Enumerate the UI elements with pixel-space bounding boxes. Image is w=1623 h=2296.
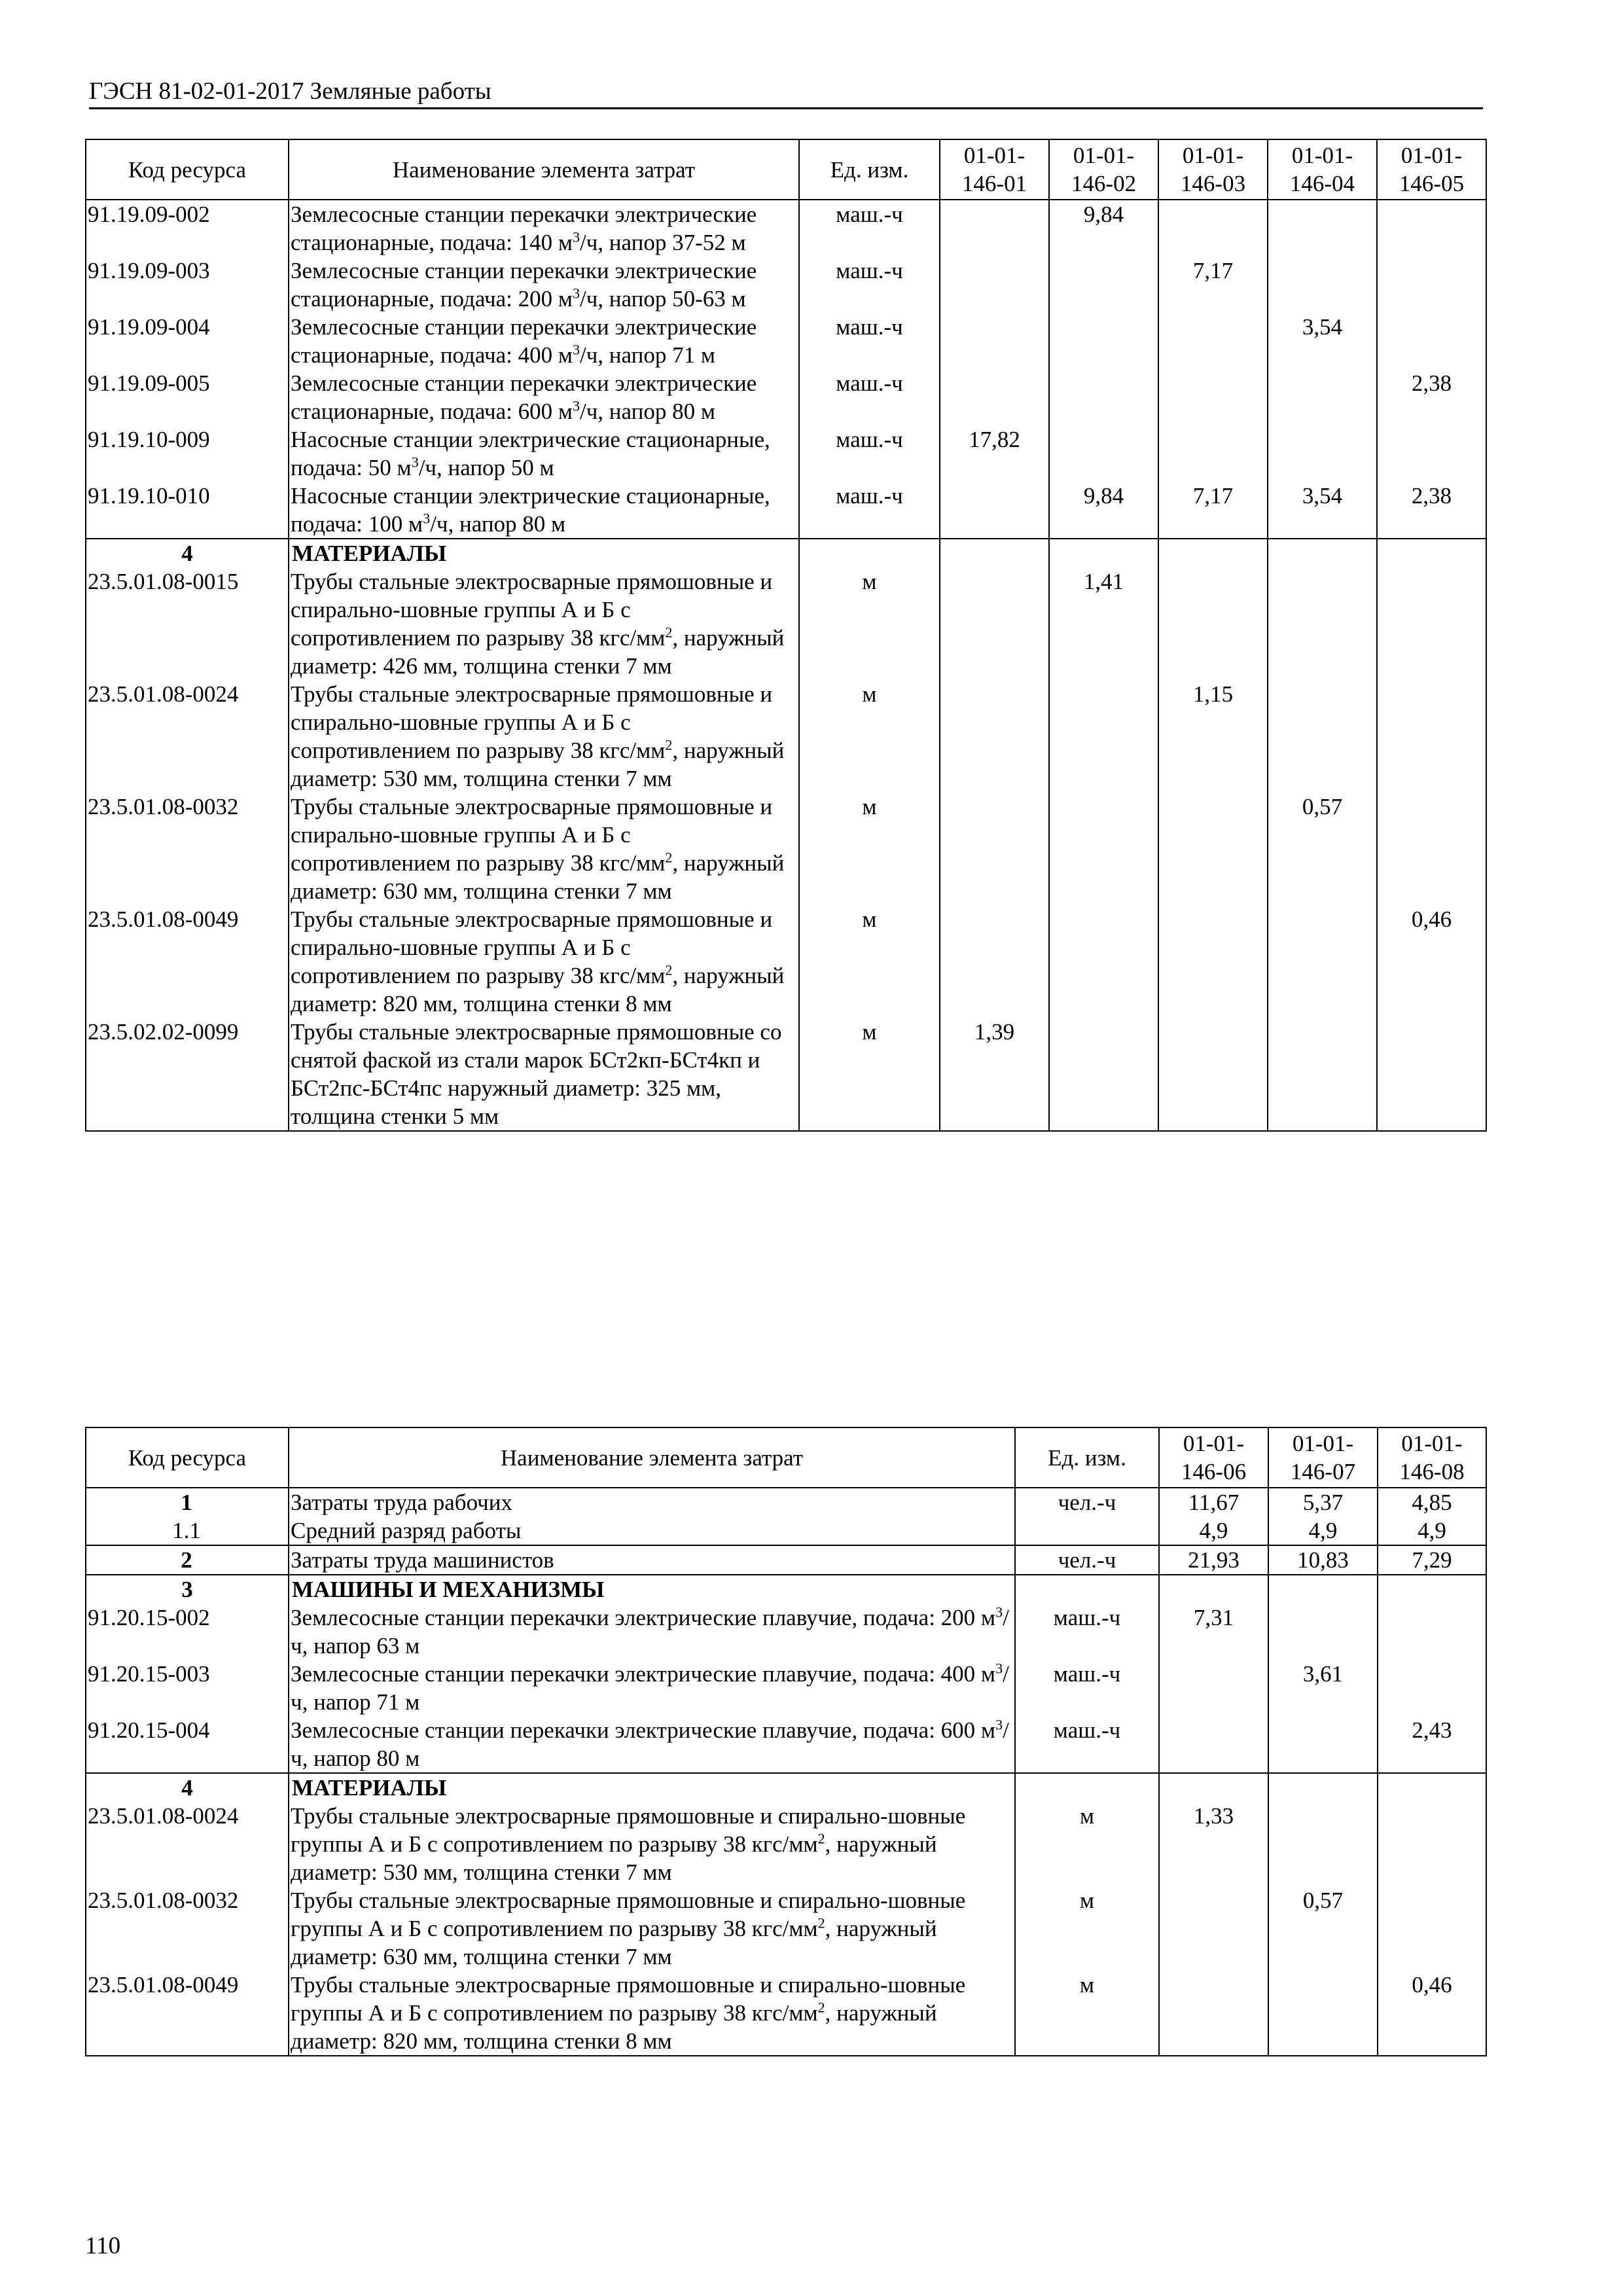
unit-cell: маш.-ч xyxy=(799,257,940,313)
table-row xyxy=(86,200,1486,257)
resource-name-text: /ч, напор 37-52 м xyxy=(579,230,746,255)
resource-name xyxy=(289,1802,1015,1886)
empty-cell xyxy=(1377,539,1486,567)
unit-exponent: 3 xyxy=(411,454,419,471)
unit-cell: м xyxy=(799,793,940,905)
table-row xyxy=(86,1660,1486,1716)
empty-cell xyxy=(1049,539,1158,567)
value-cell xyxy=(1049,369,1158,425)
value-cell xyxy=(940,482,1049,539)
header-col-2: 01-01- 146-07 xyxy=(1268,1427,1378,1488)
resource-name-text: , наружный диаметр: 630 мм, толщина стенки 7 мм xyxy=(291,850,785,904)
value-cell: 7,17 xyxy=(1158,257,1268,313)
value-cell xyxy=(1268,905,1377,1018)
resource-name-text: Затраты труда машинистов xyxy=(291,1547,554,1573)
value-cell: 10,83 xyxy=(1268,1545,1378,1575)
unit-exponent: 3 xyxy=(995,1604,1003,1621)
value-cell xyxy=(1158,905,1268,1018)
empty-cell xyxy=(940,539,1049,567)
resource-name xyxy=(289,257,799,313)
unit-exponent: 3 xyxy=(572,228,580,245)
page-header-title: ГЭСН 81-02-01-2017 Земляные работы xyxy=(89,78,491,105)
unit-exponent: 3 xyxy=(423,510,431,527)
resource-name xyxy=(289,1018,799,1131)
unit-cell: м xyxy=(799,905,940,1018)
value-cell xyxy=(1158,369,1268,425)
value-cell xyxy=(1268,1716,1378,1773)
table-row xyxy=(86,313,1486,369)
table-1-header-row xyxy=(86,139,1486,200)
empty-cell xyxy=(1159,1773,1268,1802)
header-unit: Ед. изм. xyxy=(1015,1427,1159,1488)
value-cell xyxy=(1378,1802,1486,1886)
value-cell: 9,84 xyxy=(1049,200,1158,257)
unit-exponent: 2 xyxy=(665,736,673,753)
resource-name xyxy=(289,1488,1015,1516)
value-cell xyxy=(1378,1604,1486,1660)
resource-code: 91.19.10-009 xyxy=(86,425,289,482)
value-cell: 4,9 xyxy=(1159,1516,1268,1545)
unit-cell: чел.-ч xyxy=(1015,1488,1159,1516)
value-cell: 0,57 xyxy=(1268,1886,1378,1971)
unit-exponent: 2 xyxy=(665,961,673,978)
value-cell xyxy=(1049,1018,1158,1131)
resource-name-text: , наружный диаметр: 820 мм, толщина стенки 8 мм xyxy=(291,2000,937,2054)
page-header xyxy=(89,76,1483,109)
value-cell xyxy=(1049,905,1158,1018)
unit-exponent: 2 xyxy=(817,1830,825,1847)
value-cell xyxy=(940,369,1049,425)
value-cell xyxy=(1377,1018,1486,1131)
group-header-row xyxy=(86,539,1486,567)
unit-cell: маш.-ч xyxy=(799,369,940,425)
empty-cell xyxy=(1268,1773,1378,1802)
value-cell: 9,84 xyxy=(1049,482,1158,539)
resource-name xyxy=(289,905,799,1018)
unit-cell: маш.-ч xyxy=(799,200,940,257)
resource-name-text: Землесосные станции перекачки электрические плавучие, подача: 600 м xyxy=(291,1717,996,1743)
empty-cell xyxy=(1015,1575,1159,1604)
value-cell xyxy=(1159,1886,1268,1971)
resource-code: 91.20.15-003 xyxy=(86,1660,289,1716)
value-cell xyxy=(1049,425,1158,482)
resource-name-text: /ч, напор 80 м xyxy=(430,511,566,537)
value-cell xyxy=(940,257,1049,313)
value-cell xyxy=(1049,680,1158,793)
resource-code: 91.20.15-002 xyxy=(86,1604,289,1660)
unit-exponent: 3 xyxy=(995,1660,1003,1677)
value-cell xyxy=(1377,200,1486,257)
resource-name-text: Трубы стальные электросварные прямошовные и спирально-шовные группы А и Б с сопротивлением по разрыву 38 кгс/мм xyxy=(291,794,773,876)
unit-cell: м xyxy=(1015,1886,1159,1971)
group-title: МАШИНЫ И МЕХАНИЗМЫ xyxy=(289,1575,1015,1604)
table-row xyxy=(86,1516,1486,1545)
value-cell xyxy=(1049,257,1158,313)
unit-cell: маш.-ч xyxy=(799,313,940,369)
value-cell xyxy=(1268,567,1377,680)
resource-code: 23.5.01.08-0032 xyxy=(86,793,289,905)
resource-name xyxy=(289,425,799,482)
value-cell: 1,41 xyxy=(1049,567,1158,680)
empty-cell xyxy=(1268,539,1377,567)
table-row xyxy=(86,905,1486,1018)
resource-code: 91.20.15-004 xyxy=(86,1716,289,1773)
value-cell: 0,57 xyxy=(1268,793,1377,905)
resource-code: 23.5.01.08-0032 xyxy=(86,1886,289,1971)
resource-name-text: Землесосные станции перекачки электрические стационарные, подача: 400 м xyxy=(291,314,757,368)
resource-code: 23.5.01.08-0024 xyxy=(86,1802,289,1886)
resource-name-text: /ч, напор 63 м xyxy=(291,1605,1009,1659)
resource-code: 1.1 xyxy=(86,1516,289,1545)
header-col-5: 01-01- 146-05 xyxy=(1377,139,1486,200)
header-col-1: 01-01- 146-06 xyxy=(1159,1427,1268,1488)
value-cell xyxy=(1159,1971,1268,2056)
resource-code: 1 xyxy=(86,1488,289,1516)
value-cell xyxy=(1377,567,1486,680)
resource-table-2 xyxy=(85,1427,1487,2056)
group-title: МАТЕРИАЛЫ xyxy=(289,539,799,567)
value-cell xyxy=(1378,1660,1486,1716)
table-row xyxy=(86,1545,1486,1575)
unit-cell: маш.-ч xyxy=(1015,1716,1159,1773)
resource-name-text: Затраты труда рабочих xyxy=(291,1490,512,1515)
value-cell: 2,43 xyxy=(1378,1716,1486,1773)
unit-exponent: 2 xyxy=(665,624,673,641)
value-cell xyxy=(1268,369,1377,425)
group-number: 4 xyxy=(86,1773,289,1802)
table-row xyxy=(86,1886,1486,1971)
value-cell xyxy=(940,793,1049,905)
unit-cell: м xyxy=(1015,1802,1159,1886)
value-cell: 4,9 xyxy=(1378,1516,1486,1545)
value-cell xyxy=(1049,793,1158,905)
table-row xyxy=(86,1488,1486,1516)
resource-code: 2 xyxy=(86,1545,289,1575)
unit-exponent: 3 xyxy=(572,341,580,358)
group-title: МАТЕРИАЛЫ xyxy=(289,1773,1015,1802)
header-col-3: 01-01- 146-03 xyxy=(1158,139,1268,200)
resource-name xyxy=(289,1660,1015,1716)
table-row xyxy=(86,425,1486,482)
value-cell xyxy=(1268,200,1377,257)
empty-cell xyxy=(1015,1773,1159,1802)
table-1-body xyxy=(86,200,1486,1131)
unit-cell xyxy=(1015,1516,1159,1545)
value-cell: 4,85 xyxy=(1378,1488,1486,1516)
header-code: Код ресурса xyxy=(86,1427,289,1488)
unit-exponent: 2 xyxy=(817,1999,825,2016)
value-cell xyxy=(1378,1886,1486,1971)
value-cell: 2,38 xyxy=(1377,369,1486,425)
value-cell xyxy=(1268,1604,1378,1660)
value-cell xyxy=(1268,1802,1378,1886)
resource-name-text: Трубы стальные электросварные прямошовные со снятой фаской из стали марок БСт2кп-БСт4кп и БСт2пс-БСт4пс наружный диаметр: 325 мм, толщина стенки 5 мм xyxy=(291,1019,782,1129)
header-col-2: 01-01- 146-02 xyxy=(1049,139,1158,200)
resource-name-text: , наружный диаметр: 820 мм, толщина стенки 8 мм xyxy=(291,963,785,1016)
resource-name-text: , наружный диаметр: 426 мм, толщина стенки 7 мм xyxy=(291,625,785,679)
value-cell xyxy=(1268,1018,1377,1131)
value-cell: 4,9 xyxy=(1268,1516,1378,1545)
table-row xyxy=(86,1802,1486,1886)
group-header-row xyxy=(86,1773,1486,1802)
value-cell: 7,29 xyxy=(1378,1545,1486,1575)
value-cell: 5,37 xyxy=(1268,1488,1378,1516)
resource-name xyxy=(289,1604,1015,1660)
resource-name-text: Землесосные станции перекачки электрические стационарные, подача: 600 м xyxy=(291,370,757,424)
resource-name xyxy=(289,680,799,793)
unit-cell: маш.-ч xyxy=(799,425,940,482)
value-cell: 1,33 xyxy=(1159,1802,1268,1886)
value-cell xyxy=(940,200,1049,257)
value-cell xyxy=(940,680,1049,793)
resource-code: 91.19.09-003 xyxy=(86,257,289,313)
table-row xyxy=(86,680,1486,793)
header-col-3: 01-01- 146-08 xyxy=(1378,1427,1486,1488)
resource-name xyxy=(289,313,799,369)
resource-name xyxy=(289,1545,1015,1575)
resource-name xyxy=(289,1716,1015,1773)
value-cell: 7,17 xyxy=(1158,482,1268,539)
resource-name xyxy=(289,1886,1015,1971)
resource-code: 91.19.09-005 xyxy=(86,369,289,425)
resource-code: 23.5.01.08-0049 xyxy=(86,1971,289,2056)
value-cell: 2,38 xyxy=(1377,482,1486,539)
unit-cell: маш.-ч xyxy=(799,482,940,539)
resource-name-text: /ч, напор 80 м xyxy=(291,1717,1009,1771)
value-cell: 7,31 xyxy=(1159,1604,1268,1660)
resource-code: 23.5.01.08-0049 xyxy=(86,905,289,1018)
empty-cell xyxy=(1159,1575,1268,1604)
resource-code: 23.5.01.08-0024 xyxy=(86,680,289,793)
value-cell xyxy=(1377,257,1486,313)
unit-cell: м xyxy=(799,1018,940,1131)
resource-name xyxy=(289,1516,1015,1545)
header-col-1: 01-01- 146-01 xyxy=(940,139,1049,200)
value-cell xyxy=(1158,200,1268,257)
value-cell: 0,46 xyxy=(1378,1971,1486,2056)
unit-exponent: 2 xyxy=(817,1914,825,1931)
value-cell xyxy=(940,567,1049,680)
header-name: Наименование элемента затрат xyxy=(289,139,799,200)
value-cell xyxy=(1268,680,1377,793)
value-cell xyxy=(1268,1971,1378,2056)
unit-exponent: 3 xyxy=(572,397,580,414)
empty-cell xyxy=(1378,1575,1486,1604)
unit-exponent: 2 xyxy=(665,849,673,866)
resource-name xyxy=(289,200,799,257)
resource-code: 91.19.09-002 xyxy=(86,200,289,257)
value-cell xyxy=(940,905,1049,1018)
unit-exponent: 3 xyxy=(572,285,580,302)
value-cell xyxy=(940,313,1049,369)
value-cell xyxy=(1158,1018,1268,1131)
value-cell: 3,54 xyxy=(1268,482,1377,539)
value-cell: 1,15 xyxy=(1158,680,1268,793)
resource-name-text: /ч, напор 50-63 м xyxy=(579,286,746,312)
table-row xyxy=(86,1716,1486,1773)
resource-table-1 xyxy=(85,139,1487,1132)
value-cell xyxy=(1158,313,1268,369)
header-name: Наименование элемента затрат xyxy=(289,1427,1015,1488)
value-cell xyxy=(1377,313,1486,369)
resource-name-text: Трубы стальные электросварные прямошовные и спирально-шовные группы А и Б с сопротивлением по разрыву 38 кгс/мм xyxy=(291,1803,966,1857)
resource-name-text: , наружный диаметр: 530 мм, толщина стенки 7 мм xyxy=(291,738,785,791)
resource-name-text: Трубы стальные электросварные прямошовные и спирально-шовные группы А и Б с сопротивлением по разрыву 38 кгс/мм xyxy=(291,1888,966,1941)
empty-cell xyxy=(1268,1575,1378,1604)
unit-cell: м xyxy=(1015,1971,1159,2056)
value-cell: 11,67 xyxy=(1159,1488,1268,1516)
unit-cell: маш.-ч xyxy=(1015,1604,1159,1660)
resource-name-text: Насосные станции электрические стационарные, подача: 100 м xyxy=(291,483,770,537)
table-row xyxy=(86,567,1486,680)
resource-name-text: , наружный диаметр: 530 мм, толщина стенки 7 мм xyxy=(291,1831,937,1885)
group-number: 3 xyxy=(86,1575,289,1604)
resource-name-text: Средний разряд работы xyxy=(291,1518,522,1543)
resource-name-text: /ч, напор 71 м xyxy=(291,1661,1009,1715)
value-cell xyxy=(1268,425,1377,482)
resource-name-text: Землесосные станции перекачки электрические плавучие, подача: 400 м xyxy=(291,1661,996,1687)
value-cell xyxy=(1159,1716,1268,1773)
header-code: Код ресурса xyxy=(86,139,289,200)
unit-cell: чел.-ч xyxy=(1015,1545,1159,1575)
unit-cell: м xyxy=(799,680,940,793)
value-cell: 0,46 xyxy=(1377,905,1486,1018)
resource-name-text: /ч, напор 71 м xyxy=(579,342,715,368)
value-cell xyxy=(1158,425,1268,482)
resource-name xyxy=(289,793,799,905)
value-cell xyxy=(1049,313,1158,369)
unit-exponent: 3 xyxy=(995,1716,1003,1733)
resource-code: 91.19.09-004 xyxy=(86,313,289,369)
table-row xyxy=(86,1971,1486,2056)
value-cell xyxy=(1268,257,1377,313)
table-2-header-row xyxy=(86,1427,1486,1488)
unit-cell: маш.-ч xyxy=(1015,1660,1159,1716)
value-cell: 1,39 xyxy=(940,1018,1049,1131)
value-cell: 3,61 xyxy=(1268,1660,1378,1716)
resource-name-text: /ч, напор 80 м xyxy=(579,399,715,424)
header-col-4: 01-01- 146-04 xyxy=(1268,139,1377,200)
resource-name-text: Землесосные станции перекачки электрические стационарные, подача: 200 м xyxy=(291,258,757,312)
resource-name-text: Трубы стальные электросварные прямошовные и спирально-шовные группы А и Б с сопротивлением по разрыву 38 кгс/мм xyxy=(291,569,773,651)
resource-name-text: /ч, напор 50 м xyxy=(418,455,554,480)
value-cell xyxy=(1377,425,1486,482)
resource-code: 23.5.01.08-0015 xyxy=(86,567,289,680)
group-header-row xyxy=(86,1575,1486,1604)
resource-name xyxy=(289,567,799,680)
resource-name-text: Трубы стальные электросварные прямошовные и спирально-шовные группы А и Б с сопротивлением по разрыву 38 кгс/мм xyxy=(291,681,773,763)
resource-name xyxy=(289,482,799,539)
value-cell: 3,54 xyxy=(1268,313,1377,369)
resource-name-text: Землесосные станции перекачки электрические стационарные, подача: 140 м xyxy=(291,202,757,255)
table-row xyxy=(86,793,1486,905)
resource-code: 23.5.02.02-0099 xyxy=(86,1018,289,1131)
table-row xyxy=(86,369,1486,425)
value-cell xyxy=(1158,567,1268,680)
resource-name-text: , наружный диаметр: 630 мм, толщина стенки 7 мм xyxy=(291,1916,937,1969)
value-cell: 21,93 xyxy=(1159,1545,1268,1575)
resource-name-text: Трубы стальные электросварные прямошовные и спирально-шовные группы А и Б с сопротивлением по разрыву 38 кгс/мм xyxy=(291,906,773,988)
value-cell xyxy=(1377,793,1486,905)
value-cell xyxy=(1159,1660,1268,1716)
value-cell xyxy=(1377,680,1486,793)
page-number: 110 xyxy=(85,2233,121,2259)
table-row xyxy=(86,1018,1486,1131)
resource-name-text: Землесосные станции перекачки электрические плавучие, подача: 200 м xyxy=(291,1605,996,1630)
table-row xyxy=(86,1604,1486,1660)
empty-cell xyxy=(1378,1773,1486,1802)
resource-name-text: Трубы стальные электросварные прямошовные и спирально-шовные группы А и Б с сопротивлением по разрыву 38 кгс/мм xyxy=(291,1972,966,2026)
resource-name xyxy=(289,369,799,425)
header-unit: Ед. изм. xyxy=(799,139,940,200)
empty-cell xyxy=(799,539,940,567)
resource-code: 91.19.10-010 xyxy=(86,482,289,539)
resource-name xyxy=(289,1971,1015,2056)
group-number: 4 xyxy=(86,539,289,567)
table-row xyxy=(86,482,1486,539)
empty-cell xyxy=(1158,539,1268,567)
unit-cell: м xyxy=(799,567,940,680)
table-row xyxy=(86,257,1486,313)
resource-name-text: Насосные станции электрические стационарные, подача: 50 м xyxy=(291,427,770,480)
value-cell: 17,82 xyxy=(940,425,1049,482)
table-2-body xyxy=(86,1488,1486,2056)
value-cell xyxy=(1158,793,1268,905)
